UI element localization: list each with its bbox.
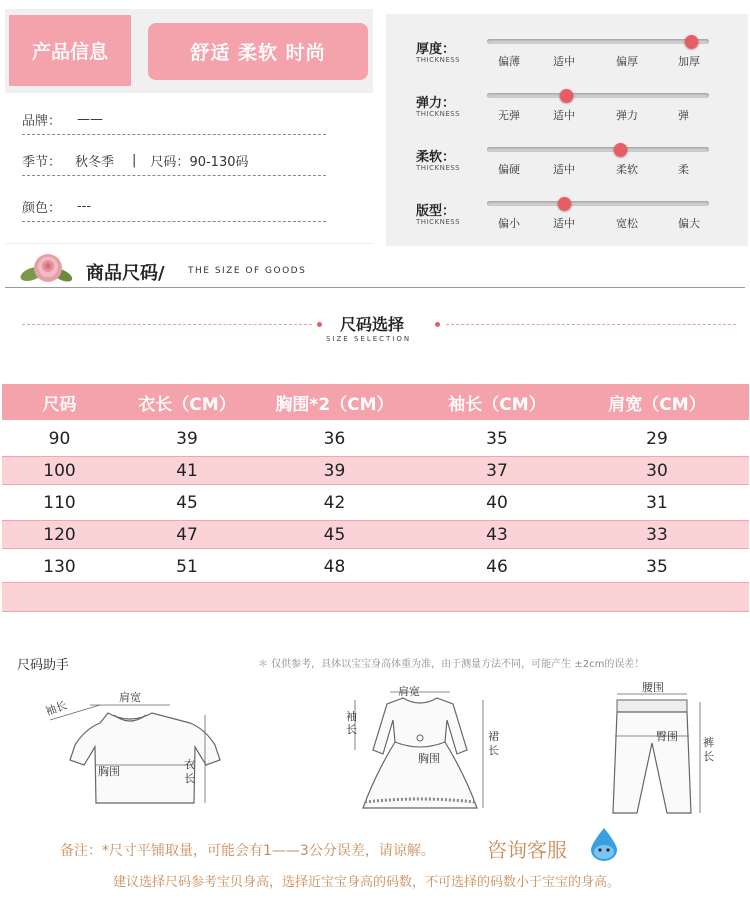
attribute-option: 适中 bbox=[553, 109, 575, 122]
table-cell: 40 bbox=[486, 493, 508, 513]
dress-shoulder-label: 肩宽 bbox=[398, 685, 420, 698]
table-cell: 45 bbox=[323, 525, 346, 545]
contact-service-label: 咨询客服 bbox=[487, 838, 567, 862]
table-cell: 90 bbox=[48, 429, 71, 449]
attribute-label: 版型： bbox=[416, 204, 456, 219]
table-footer-band bbox=[2, 582, 749, 612]
attribute-option: 适中 bbox=[553, 163, 575, 176]
left-dash-line bbox=[22, 324, 312, 325]
attribute-sublabel: THICKNESS bbox=[416, 218, 461, 226]
table-cell: 100 bbox=[43, 461, 76, 481]
right-dot bbox=[435, 322, 440, 327]
season-value: 秋冬季 bbox=[75, 155, 115, 170]
top-chest-label: 胸围 bbox=[98, 765, 120, 778]
remark-text: 备注：*尺寸平铺取量，可能会有1——3公分误差，请谅解。 bbox=[60, 843, 435, 859]
table-cell: 29 bbox=[646, 429, 668, 449]
table-header-cell: 袖长（CM） bbox=[448, 394, 546, 415]
attribute-option: 偏薄 bbox=[498, 55, 520, 68]
attribute-option: 加厚 bbox=[678, 55, 700, 68]
left-dot bbox=[317, 322, 322, 327]
section-subtitle: THE SIZE OF GOODS bbox=[188, 266, 307, 276]
attribute-option: 柔软 bbox=[616, 163, 638, 176]
size-value: 90-130码 bbox=[189, 155, 249, 170]
pants-hip-label: 臀围 bbox=[656, 730, 678, 743]
attribute-option: 偏小 bbox=[498, 217, 520, 230]
pants-length-label: 裤长 bbox=[703, 736, 714, 763]
table-cell: 47 bbox=[176, 525, 198, 545]
table-cell: 35 bbox=[486, 429, 508, 449]
attribute-slider-knob bbox=[558, 197, 571, 210]
helper-title: 尺码助手 bbox=[17, 658, 70, 673]
table-cell: 35 bbox=[646, 557, 668, 577]
table-cell: 120 bbox=[43, 525, 76, 545]
top-sleeve-label: 袖长 bbox=[43, 698, 69, 719]
product-info-tag: 舒适 柔软 时尚 bbox=[148, 23, 368, 80]
table-cell: 41 bbox=[176, 461, 198, 481]
table-cell: 31 bbox=[646, 493, 668, 513]
table-cell: 33 bbox=[646, 525, 668, 545]
attribute-sublabel: THICKNESS bbox=[416, 110, 461, 118]
table-cell: 39 bbox=[323, 461, 346, 481]
table-cell: 45 bbox=[176, 493, 198, 513]
attribute-option: 弹 bbox=[678, 109, 689, 122]
brand-label: 品牌： bbox=[22, 114, 62, 129]
season-row bbox=[22, 146, 326, 176]
table-cell: 37 bbox=[486, 461, 508, 481]
table-cell: 42 bbox=[323, 493, 346, 513]
helper-note: ＊ 仅供参考，具体以宝宝身高体重为准，由于测量方法不同，可能产生 ±2cm的误差！ bbox=[258, 659, 645, 670]
table-cell: 43 bbox=[486, 525, 508, 545]
season-label: 季节： bbox=[22, 155, 62, 170]
attribute-slider-track bbox=[487, 147, 709, 152]
size-label: 尺码： bbox=[150, 155, 190, 170]
top-length-label: 衣长 bbox=[184, 758, 195, 785]
attribute-option: 偏硬 bbox=[498, 163, 520, 176]
product-info-title: 产品信息 bbox=[9, 15, 131, 86]
brand-row bbox=[22, 105, 326, 135]
table-cell: 39 bbox=[176, 429, 198, 449]
dress-skirt-label: 裙长 bbox=[488, 730, 499, 757]
table-header-cell: 衣长（CM） bbox=[138, 394, 236, 415]
table-cell: 46 bbox=[486, 557, 508, 577]
section-title: 商品尺码/ bbox=[86, 263, 165, 284]
table-cell: 36 bbox=[323, 429, 346, 449]
table-cell: 48 bbox=[323, 557, 346, 577]
color-label: 颜色： bbox=[22, 201, 62, 216]
dress-chest-label: 胸围 bbox=[418, 752, 440, 765]
attribute-option: 适中 bbox=[553, 217, 575, 230]
attribute-option: 宽松 bbox=[616, 217, 638, 230]
table-cell: 110 bbox=[43, 493, 76, 513]
attribute-slider-track bbox=[487, 39, 709, 44]
selection-subtitle: SIZE SELECTION bbox=[326, 335, 412, 343]
attribute-option: 适中 bbox=[553, 55, 575, 68]
top-shoulder-label: 肩宽 bbox=[119, 691, 141, 704]
pants-diagram-icon bbox=[605, 688, 715, 818]
dress-sleeve-label: 袖长 bbox=[346, 710, 357, 736]
attribute-slider-knob bbox=[685, 35, 698, 48]
advice-text: 建议选择尺码参考宝贝身高，选择近宝宝身高的码数，不可选择的码数小于宝宝的身高。 bbox=[113, 875, 621, 890]
attribute-slider-track bbox=[487, 201, 709, 206]
dress-diagram-icon bbox=[335, 680, 505, 815]
rose-icon bbox=[18, 250, 76, 286]
separator: | bbox=[132, 153, 137, 168]
table-cell: 30 bbox=[646, 461, 668, 481]
attribute-sublabel: THICKNESS bbox=[416, 164, 461, 172]
color-row bbox=[22, 192, 326, 222]
table-header-cell: 肩宽（CM） bbox=[608, 394, 706, 415]
attribute-label: 弹力： bbox=[416, 96, 456, 111]
section-divider bbox=[5, 287, 745, 288]
attribute-label: 厚度： bbox=[416, 42, 456, 57]
attribute-option: 柔 bbox=[678, 163, 689, 176]
brand-value: —— bbox=[77, 112, 104, 127]
selection-title: 尺码选择 bbox=[340, 315, 405, 334]
pants-waist-label: 腰围 bbox=[642, 681, 664, 694]
table-cell: 130 bbox=[43, 557, 76, 577]
attribute-slider-knob bbox=[560, 89, 573, 102]
right-dash-line bbox=[446, 324, 736, 325]
table-cell: 51 bbox=[176, 557, 198, 577]
attribute-option: 弹力 bbox=[616, 109, 638, 122]
color-value: --- bbox=[77, 199, 92, 214]
water-drop-mascot-icon bbox=[587, 826, 621, 862]
attribute-option: 无弹 bbox=[498, 109, 520, 122]
attribute-slider-track bbox=[487, 93, 709, 98]
attribute-label: 柔软： bbox=[416, 150, 456, 165]
table-header-cell: 尺码 bbox=[42, 394, 77, 415]
attribute-option: 偏厚 bbox=[616, 55, 638, 68]
attribute-sublabel: THICKNESS bbox=[416, 56, 461, 64]
table-header-cell: 胸围*2（CM） bbox=[275, 394, 394, 415]
attribute-option: 偏大 bbox=[678, 217, 700, 230]
